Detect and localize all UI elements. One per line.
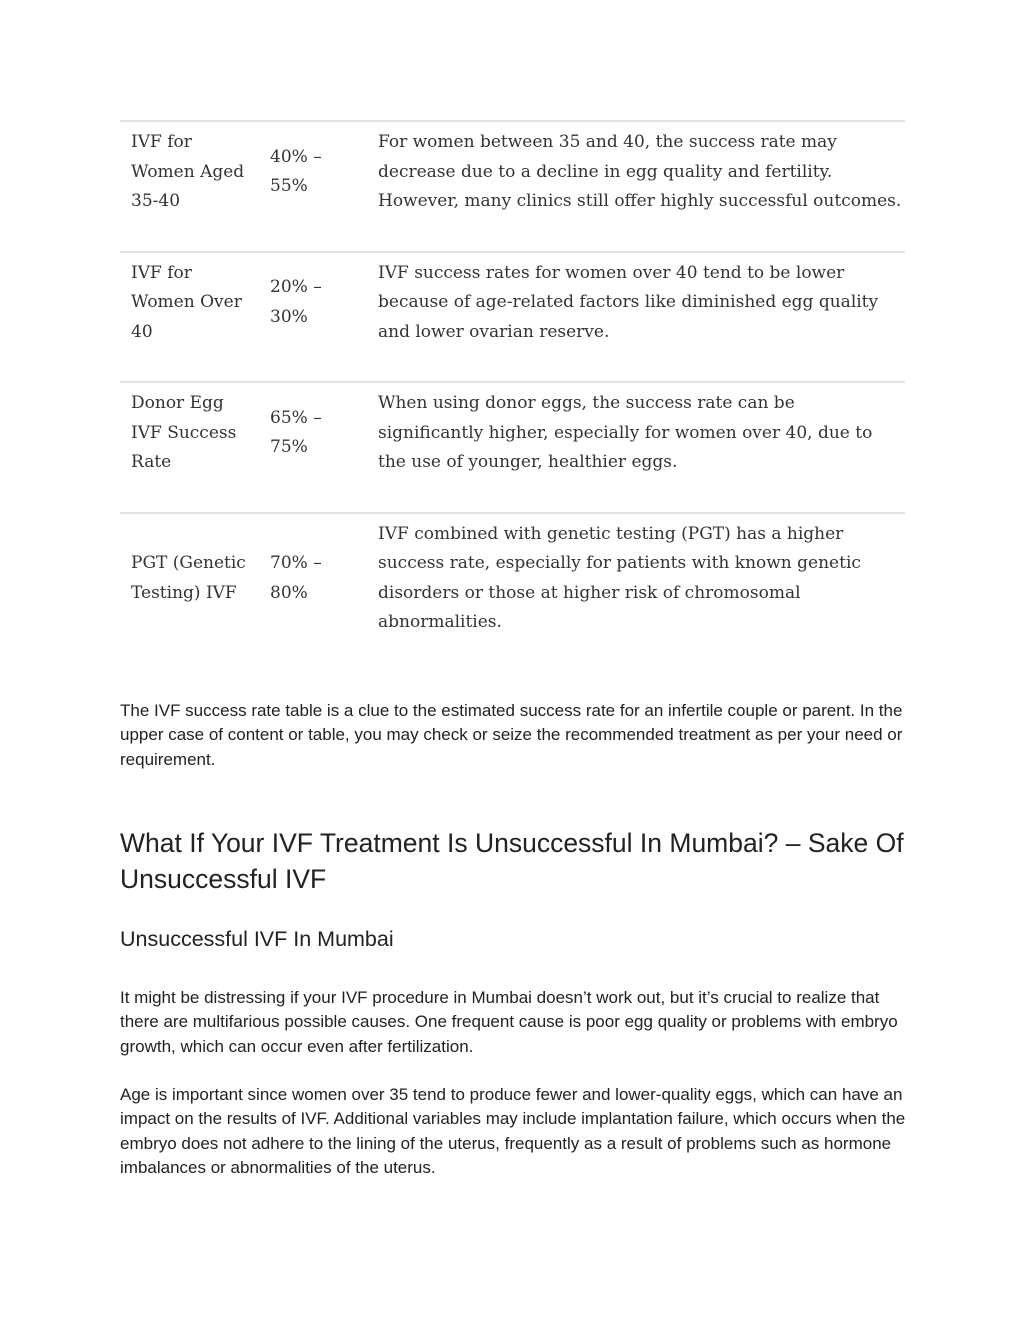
table-row — [120, 382, 905, 513]
treatment-type-cell: IVF for Women Aged 35-40 — [131, 132, 245, 211]
success-rate-cell: 40% – 55% — [270, 146, 322, 197]
ivf-success-rate-table — [120, 120, 905, 672]
description-cell: IVF success rates for women over 40 tend to be lower because of age-related factors like diminished egg quality and lower ovarian reserve. — [378, 262, 879, 342]
table-row — [120, 121, 905, 252]
body-paragraph: Age is important since women over 35 tend to produce fewer and lower-quality eggs, which can have an impact on the results of IVF. Additional variables may include implantation failure, which occurs when the embryo does not adhere to the lining of the uterus, frequently as a result of problems such as hormone imbalances or abnormalities of the uterus. — [120, 1085, 906, 1177]
table-row — [120, 513, 905, 672]
description-cell: When using donor eggs, the success rate can be significantly higher, especially for women over 40, due to the use of younger, healthier eggs. — [378, 393, 873, 472]
intro-paragraph: The IVF success rate table is a clue to the estimated success rate for an infertile couple or parent. In the upper case of content or table, you may check or seize the recommended treatment as per your need or requirement. — [120, 701, 903, 769]
success-rate-cell: 70% – 80% — [270, 553, 322, 603]
success-rate-cell: 65% – 75% — [270, 407, 322, 458]
description-cell: For women between 35 and 40, the success rate may decrease due to a decline in egg quality and fertility. However, many clinics still offer highly successful outcomes. — [378, 132, 902, 211]
treatment-type-cell: Donor Egg IVF Success Rate — [131, 393, 237, 472]
section-heading: What If Your IVF Treatment Is Unsuccessful In Mumbai? – Sake Of Unsuccessful IVF — [120, 828, 904, 894]
success-rate-cell: 20% – 30% — [270, 277, 322, 327]
treatment-type-cell: PGT (Genetic Testing) IVF — [131, 553, 246, 603]
body-paragraph: It might be distressing if your IVF procedure in Mumbai doesn’t work out, but it’s crucial to realize that there are multifarious possible causes. One frequent cause is poor egg quality or problems with embryo growth, which can occur even after fertilization. — [120, 988, 898, 1056]
table-row — [120, 252, 905, 383]
treatment-type-cell: IVF for Women Over 40 — [131, 262, 242, 342]
subsection-heading: Unsuccessful IVF In Mumbai — [120, 927, 394, 951]
description-cell: IVF combined with genetic testing (PGT) has a higher success rate, especially for patients with known genetic disorders or those at higher risk of chromosomal abnormalities. — [378, 523, 861, 632]
